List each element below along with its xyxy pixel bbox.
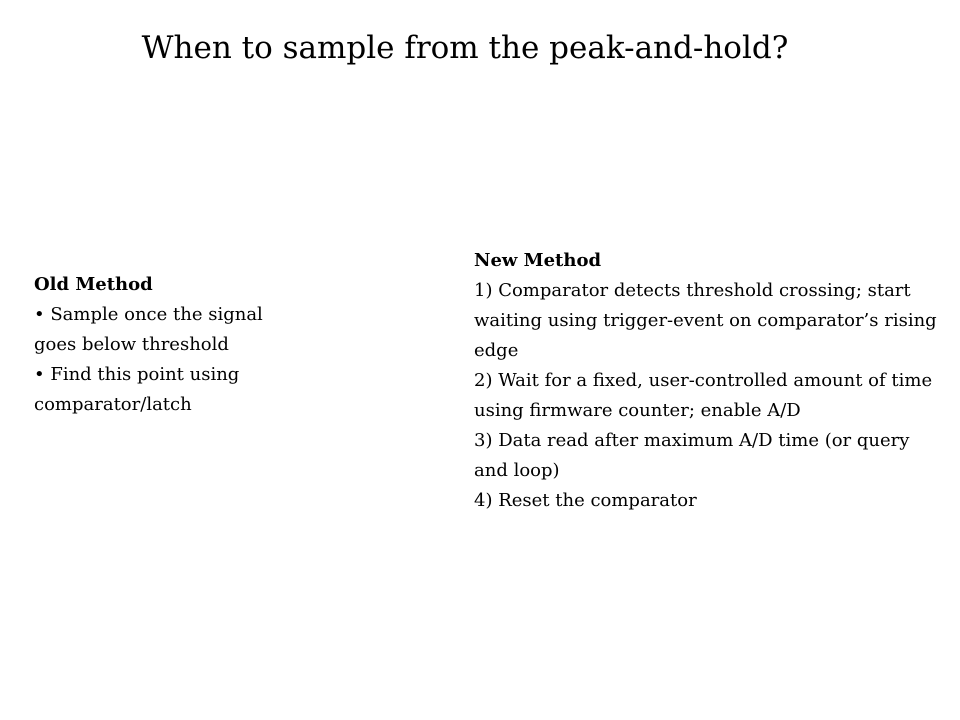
old-method-list	[34, 300, 274, 420]
list-item: • Find this point using comparator/latch	[34, 364, 240, 415]
list-item: 2) Wait for a fixed, user-controlled amount of time using firmware counter; enable A/D	[474, 370, 933, 421]
new-method-section	[474, 246, 944, 516]
old-method-heading: Old Method	[34, 274, 153, 295]
page-title: When to sample from the peak-and-hold?	[141, 30, 789, 66]
list-item: 1) Comparator detects threshold crossing; start waiting using trigger-event on comparator’s rising edge	[474, 280, 937, 361]
new-method-heading: New Method	[474, 250, 602, 271]
new-method-list	[474, 276, 944, 516]
old-method-section	[34, 270, 274, 420]
list-item: • Sample once the signal goes below threshold	[34, 304, 263, 355]
list-item: 3) Data read after maximum A/D time (or query and loop)	[474, 430, 910, 481]
list-item: 4) Reset the comparator	[474, 490, 697, 511]
